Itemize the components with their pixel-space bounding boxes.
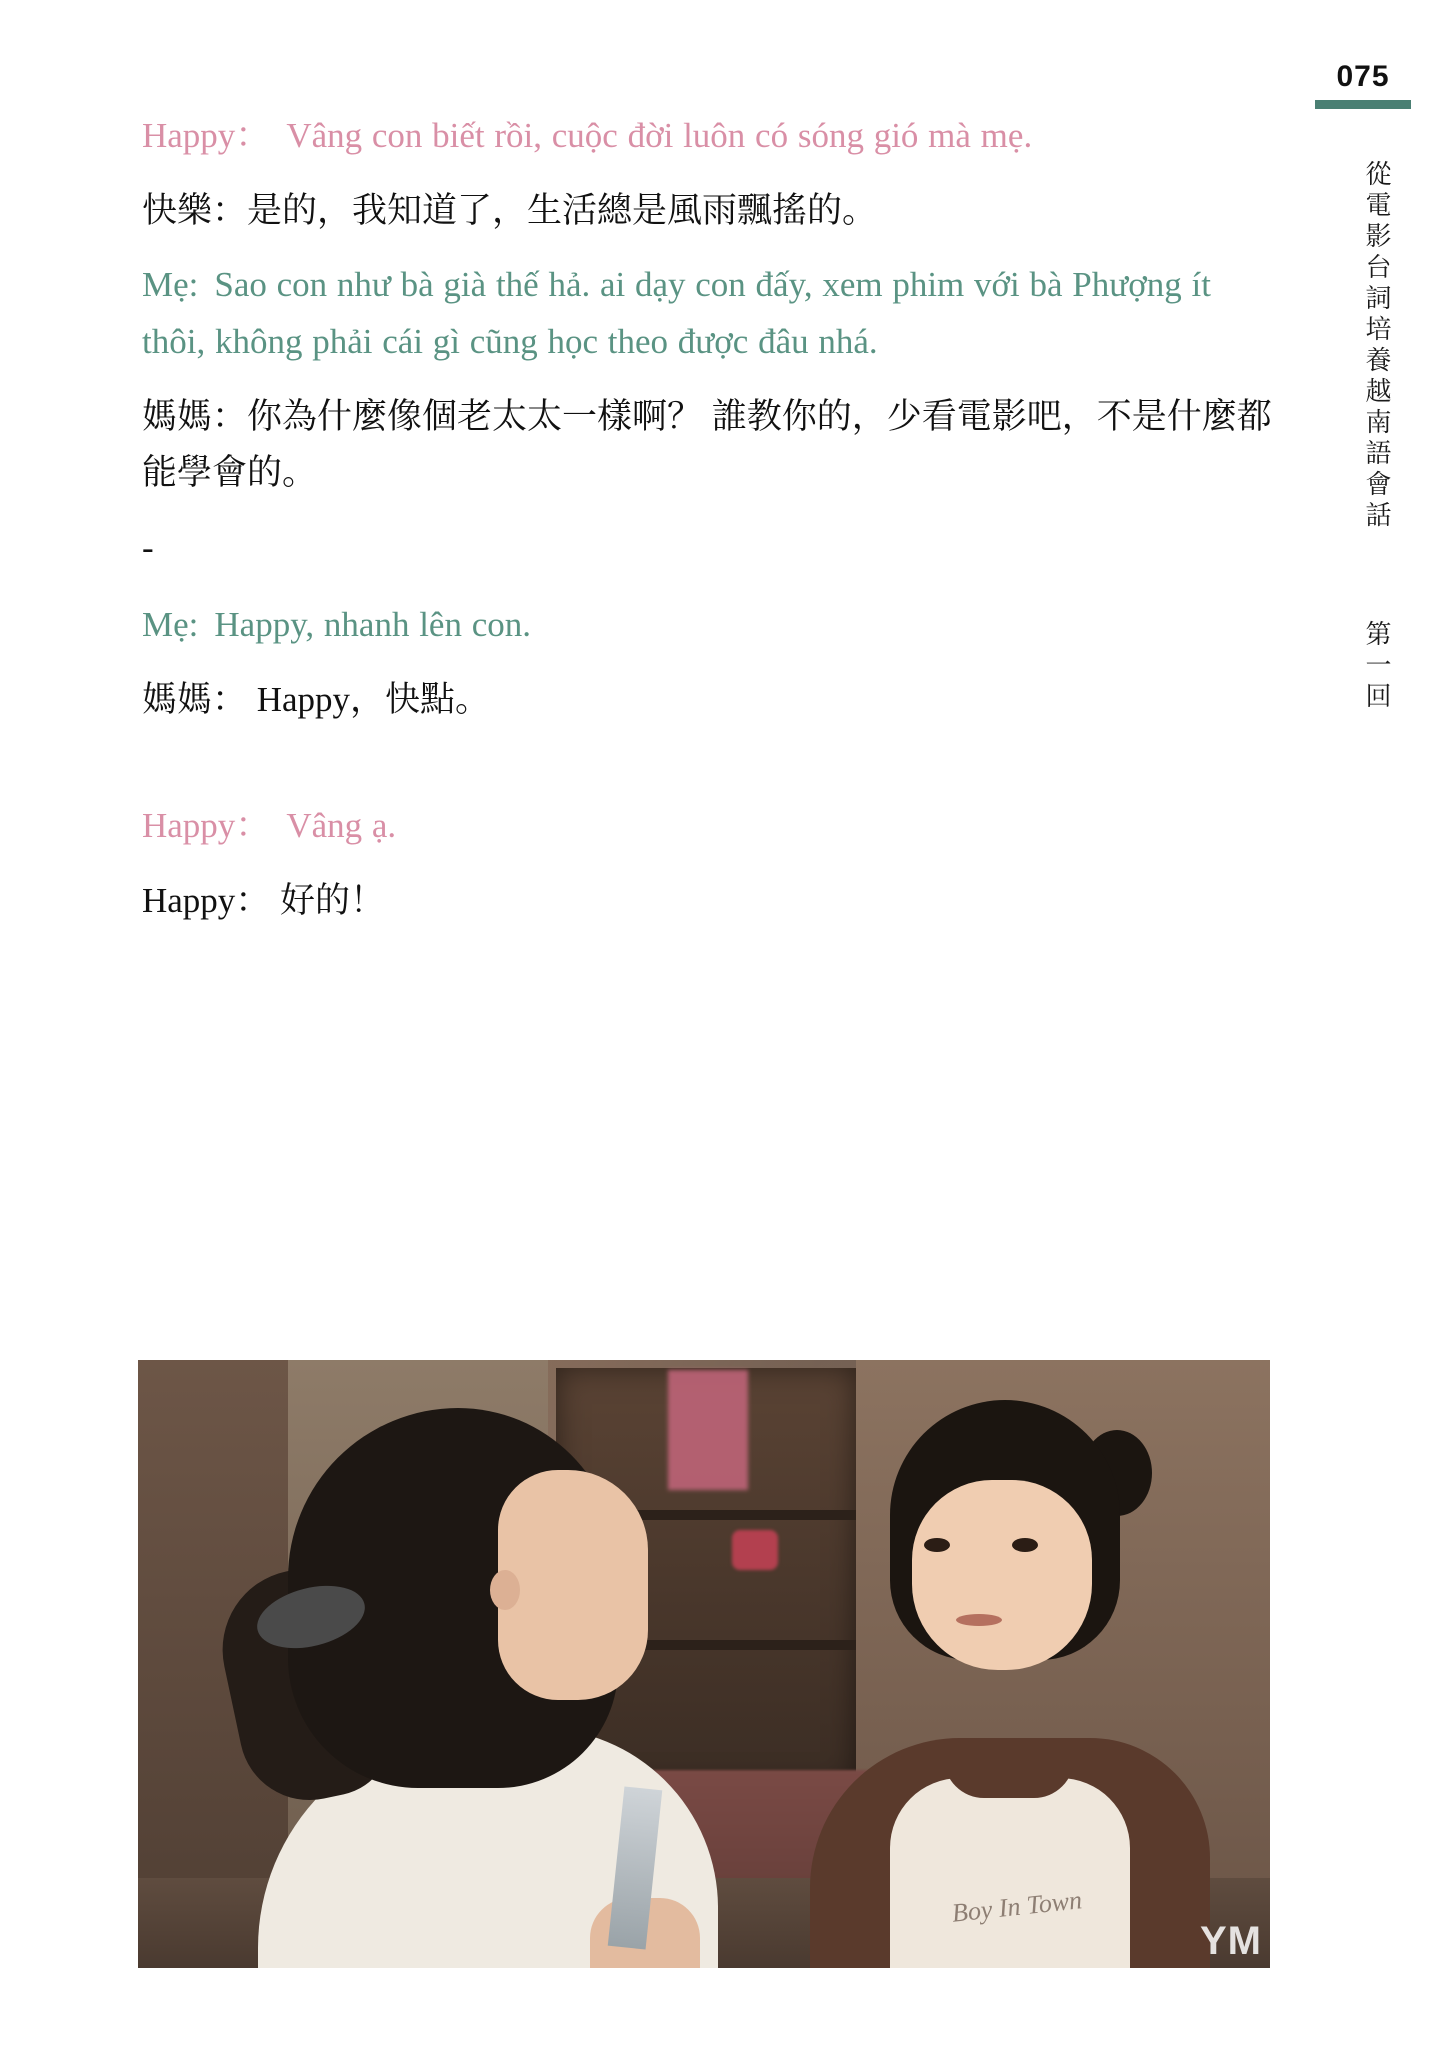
- photo-child-collar: [944, 1758, 1074, 1798]
- dialogue-line: [142, 257, 1272, 370]
- dialogue-line: [142, 389, 1272, 502]
- speaker-label: Mẹ:: [142, 265, 199, 305]
- block-spacer: [142, 746, 1272, 798]
- photo-image: [138, 1360, 1270, 1968]
- speaker-label: Happy：: [142, 806, 271, 846]
- dialogue-line: [142, 798, 1272, 855]
- dialogue-text: Happy, nhanh lên con.: [214, 604, 532, 644]
- dialogue-text: Vâng con biết rồi, cuộc đời luôn có sóng gió mà mẹ.: [286, 116, 1033, 155]
- dialogue-line: [142, 672, 1272, 729]
- photo-mother-ear: [490, 1570, 520, 1610]
- photo-child-mouth: [956, 1614, 1002, 1626]
- speaker-label: Mẹ:: [142, 604, 199, 644]
- dialogue-text: Sao con như bà già thế hả. ai dạy con đấy, xem phim với bà Phượng ít thôi, không phải cái gì cũng học theo được đâu nhá.: [142, 265, 1211, 362]
- scene-photo: [138, 1360, 1270, 1968]
- dialogue-text: 媽媽：你為什麼像個老太太一樣啊？ 誰教你的，少看電影吧，不是什麼都能學會的。: [142, 396, 1272, 493]
- photo-shelf-item: [732, 1530, 778, 1570]
- dialogue-text: Happy： 好的！: [142, 880, 386, 920]
- photo-shelf-item: [668, 1370, 748, 1490]
- speaker-label: Happy：: [142, 116, 271, 155]
- dialogue-separator: [142, 520, 1272, 577]
- photo-child-shirt: [890, 1778, 1130, 1968]
- folio-block: [1315, 62, 1411, 109]
- dialogue-line: [142, 597, 1272, 654]
- photo-child-eye: [1012, 1538, 1038, 1552]
- chapter-label-vertical: 第一回: [1362, 620, 1392, 713]
- dialogue-line: [142, 873, 1272, 930]
- page-number: 075: [1336, 60, 1390, 93]
- photo-shirt-print: Boy In Town: [950, 1885, 1084, 1929]
- dialogue-text: 媽媽： Happy，快點。: [142, 679, 491, 719]
- dialogue-column: [142, 108, 1272, 948]
- dialogue-line: [142, 108, 1272, 165]
- dialogue-line: [142, 183, 1272, 240]
- dialogue-text: 快樂：是的，我知道了，生活總是風雨飄搖的。: [142, 190, 878, 230]
- photo-child-face: [912, 1480, 1092, 1670]
- side-rail: [1289, 0, 1449, 2048]
- separator-text: -: [142, 528, 154, 568]
- folio-rule: [1315, 100, 1411, 109]
- photo-mother-face: [498, 1470, 648, 1700]
- photo-watermark: YM: [1200, 1919, 1262, 1963]
- dialogue-text: Vâng ạ.: [286, 806, 397, 846]
- book-title-vertical: 從電影台詞培養越南語會話: [1362, 160, 1392, 532]
- photo-child-eye: [924, 1538, 950, 1552]
